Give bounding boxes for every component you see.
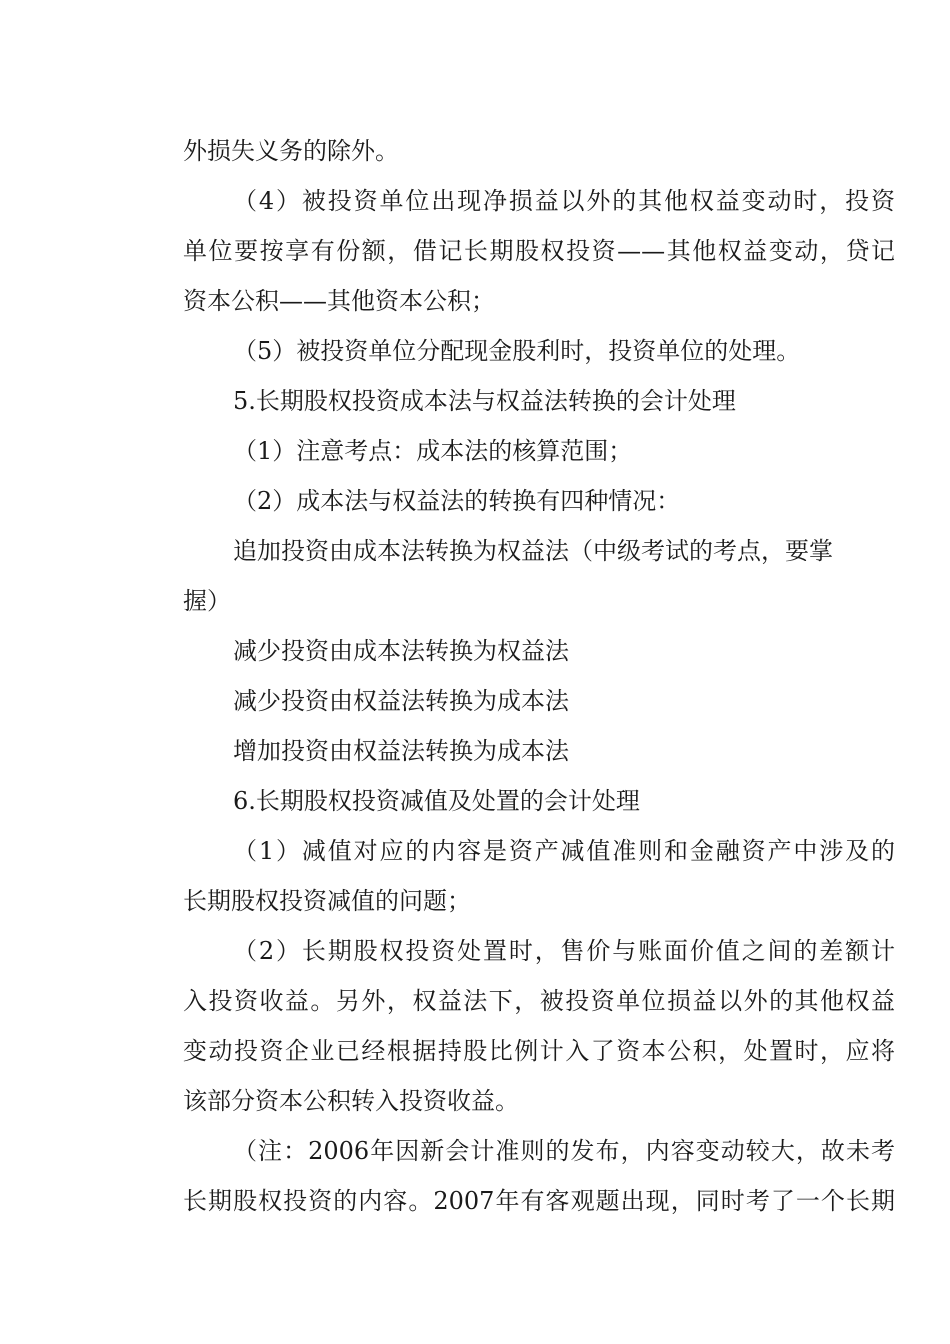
text-line: （2）成本法与权益法的转换有四种情况： (233, 487, 681, 515)
text-line: 外损失义务的除外。 (183, 137, 399, 165)
text-line: （1）注意考点：成本法的核算范围； (233, 437, 633, 465)
text-line: （5）被投资单位分配现金股利时，投资单位的处理。 (233, 337, 801, 365)
text-line: 长期股权投资的内容。2007年有客观题出现，同时考了一个长期 (183, 1187, 895, 1215)
text-line: 资本公积——其他资本公积； (183, 287, 495, 315)
text-line: 长期股权投资减值的问题； (183, 887, 471, 915)
text-line: 该部分资本公积转入投资收益。 (183, 1087, 519, 1115)
list-item: 增加投资由权益法转换为成本法 (233, 737, 569, 765)
list-item: 减少投资由成本法转换为权益法 (233, 637, 569, 665)
list-item: 减少投资由权益法转换为成本法 (233, 687, 569, 715)
section-heading: 6.长期股权投资减值及处置的会计处理 (233, 787, 640, 815)
section-heading: 5.长期股权投资成本法与权益法转换的会计处理 (233, 387, 736, 415)
text-line: （2）长期股权投资处置时，售价与账面价值之间的差额计 (233, 937, 895, 965)
text-line: 握） (183, 587, 231, 615)
text-line: （4）被投资单位出现净损益以外的其他权益变动时，投资 (233, 187, 895, 215)
text-line: （注：2006年因新会计准则的发布，内容变动较大，故未考 (233, 1137, 895, 1165)
text-line: （1）减值对应的内容是资产减值准则和金融资产中涉及的 (233, 837, 895, 865)
text-line: 单位要按享有份额，借记长期股权投资——其他权益变动，贷记 (183, 237, 895, 265)
text-line: 变动投资企业已经根据持股比例计入了资本公积，处置时，应将 (183, 1037, 895, 1065)
text-line: 追加投资由成本法转换为权益法（中级考试的考点，要掌 (233, 537, 833, 565)
text-line: 入投资收益。另外，权益法下，被投资单位损益以外的其他权益 (183, 987, 895, 1015)
